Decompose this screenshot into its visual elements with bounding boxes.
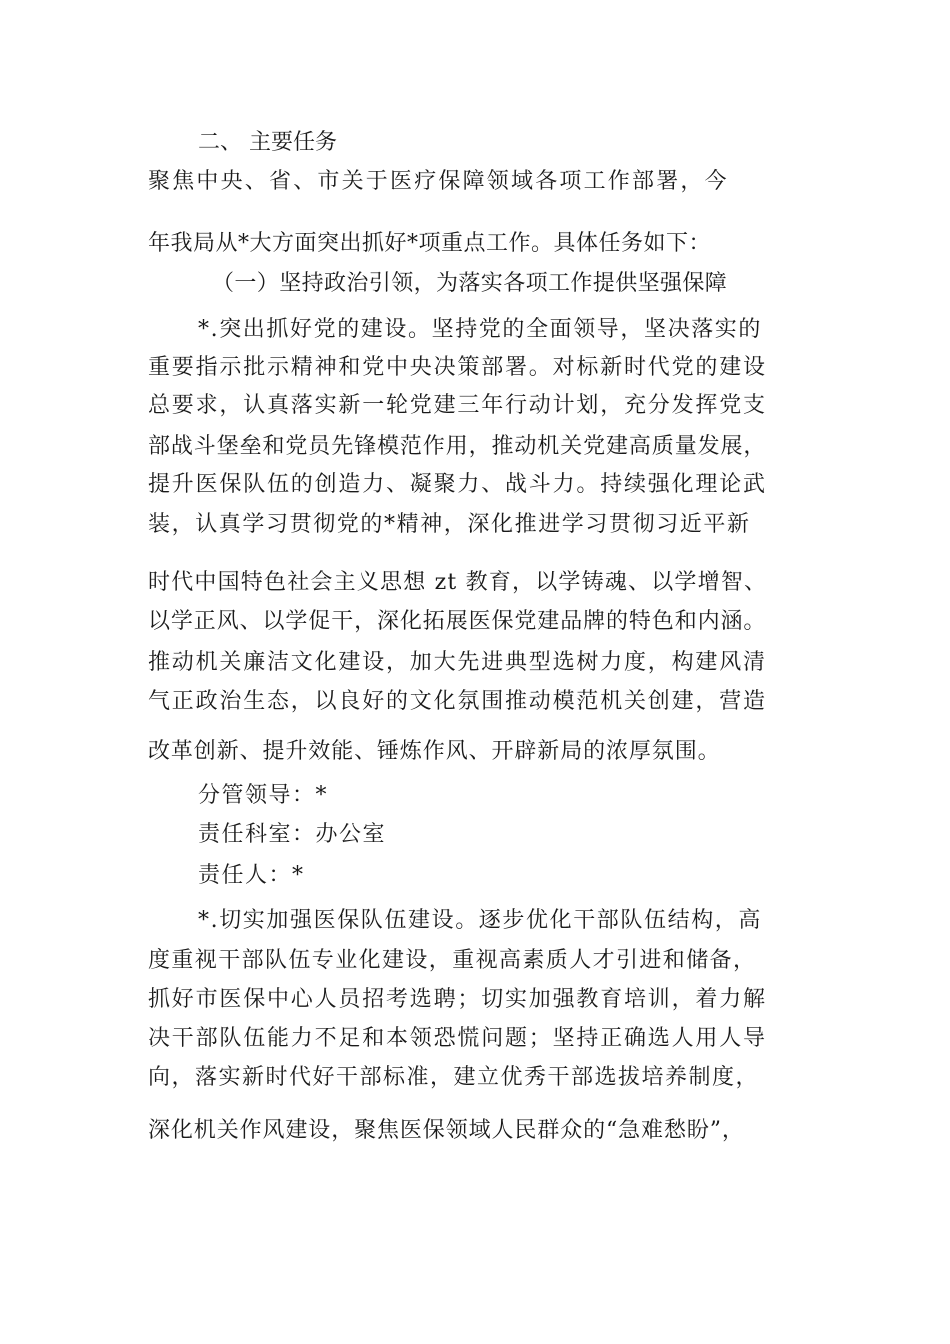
leader-line: 分管领导：* [198,783,329,808]
paragraph-line: 总要求，认真落实新一轮党建三年行动计划，充分发挥党支 [148,393,767,418]
paragraph-line: 时代中国特色社会主义思想 zt 教育，以学铸魂、以学增智、 [148,570,768,595]
subsection-title: （一）坚持政治引领，为落实各项工作提供坚强保障 [212,271,728,296]
paragraph-line: 装，认真学习贯彻党的*精神，深化推进学习贯彻习近平新 [148,512,751,537]
paragraph-line: *.切实加强医保队伍建设。逐步优化干部队伍结构，高 [198,908,762,933]
intro-line: 年我局从*大方面突出抓好*项重点工作。具体任务如下： [148,231,712,256]
office-line: 责任科室：办公室 [198,822,387,847]
person-line: 责任人：* [198,863,305,888]
paragraph-line: 以学正风、以学促干，深化拓展医保党建品牌的特色和内涵。 [148,609,767,634]
paragraph-line: 决干部队伍能力不足和本领恐慌问题；坚持正确选人用人导 [148,1026,767,1051]
paragraph-line: 提升医保队伍的创造力、凝聚力、战斗力。持续强化理论武 [148,472,767,497]
paragraph-line: 向，落实新时代好干部标准，建立优秀干部选拔培养制度， [148,1065,760,1090]
paragraph-line: 气正政治生态，以良好的文化氛围推动模范机关创建，营造 [148,689,767,714]
paragraph-line: 抓好市医保中心人员招考选聘；切实加强教育培训，着力解 [148,987,767,1012]
paragraph-line: 部战斗堡垒和党员先锋模范作用，推动机关党建高质量发展， [148,434,767,459]
paragraph-line: *.突出抓好党的建设。坚持党的全面领导，坚决落实的 [198,317,762,342]
paragraph-line: 改革创新、提升效能、锤炼作风、开辟新局的浓厚氛围。 [148,739,721,764]
paragraph-line: 推动机关廉洁文化建设，加大先进典型选树力度，构建风清 [148,650,767,675]
section-heading: 二、 主要任务 [198,130,337,155]
paragraph-line: 深化机关作风建设，聚焦医保领域人民群众的“急难愁盼”， [148,1118,745,1143]
intro-line: 聚焦中央、省、市关于医疗保障领域各项工作部署，今 [148,169,729,194]
paragraph-line: 重要指示批示精神和党中央决策部署。对标新时代党的建设 [148,355,767,380]
paragraph-line: 度重视干部队伍专业化建设，重视高素质人才引进和储备， [148,948,757,973]
